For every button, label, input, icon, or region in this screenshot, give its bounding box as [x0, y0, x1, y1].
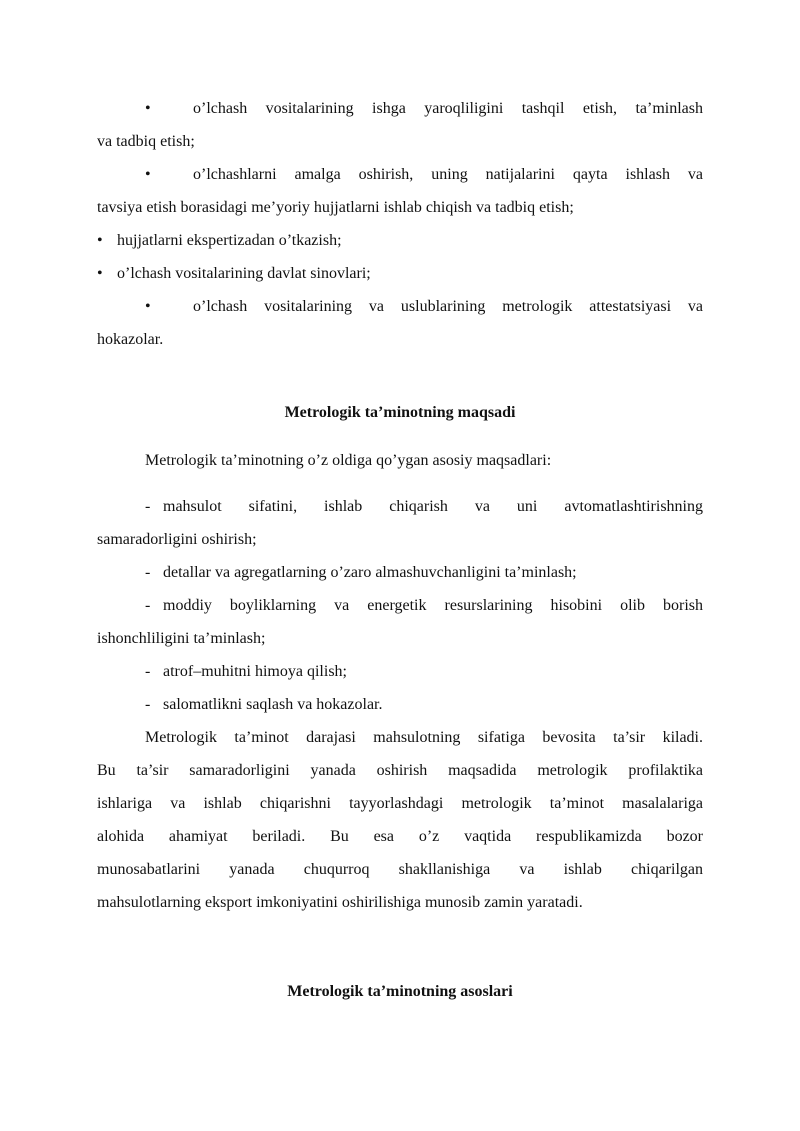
bullet: •	[145, 298, 151, 315]
paragraph-line: Bu ta’sir samaradorligini yanada oshirish maqsadida metrologik profilaktika	[97, 762, 703, 779]
dash-marker: -	[145, 663, 151, 680]
list-item	[97, 92, 703, 125]
goal-continuation: samaradorligini oshirish;	[97, 531, 257, 548]
goal-text: salomatlikni saqlash va hokazolar.	[163, 696, 383, 713]
bullet: •	[97, 265, 103, 282]
goal-text: mahsulot sifatini, ishlab chiqarish va uni avtomatlashtirishning	[163, 498, 703, 515]
list-item	[97, 290, 703, 323]
goal-continuation: ishonchliligini ta’minlash;	[97, 630, 266, 647]
paragraph-line: mahsulotlarning eksport imkoniyatini oshirilishiga munosib zamin yaratadi.	[97, 894, 583, 911]
goal-item	[145, 655, 703, 688]
dash-marker: -	[145, 597, 151, 614]
list-item-text: o’lchashlarni amalga oshirish, uning natijalarini qayta ishlash va	[193, 166, 703, 183]
dash-marker: -	[145, 498, 151, 515]
list-item	[97, 158, 703, 191]
bullet: •	[97, 232, 103, 249]
dash-marker: -	[145, 696, 151, 713]
goal-text: detallar va agregatlarning o’zaro almashuvchanligini ta’minlash;	[163, 564, 577, 581]
list-item-continuation: tavsiya etish borasidagi me’yoriy hujjatlarni ishlab chiqish va tadbiq etish;	[97, 199, 574, 216]
goal-item	[97, 490, 703, 523]
list-item-text: o’lchash vositalarining ishga yaroqliligini tashqil etish, ta’minlash	[193, 100, 703, 117]
list-item-text: hujjatlarni ekspertizadan o’tkazish;	[117, 232, 342, 249]
goal-text: moddiy boyliklarning va energetik resurslarining hisobini olib borish	[163, 597, 703, 614]
list-item-text: o’lchash vositalarining va uslublarining metrologik attestatsiyasi va	[193, 298, 703, 315]
paragraph-line: alohida ahamiyat beriladi. Bu esa o’z vaqtida respublikamizda bozor	[97, 828, 703, 845]
paragraph-text: Metrologik ta’minot darajasi mahsulotning sifatiga bevosita ta’sir kiladi.	[145, 729, 703, 746]
paragraph-line: munosabatlarini yanada chuqurroq shakllanishiga va ishlab chiqarilgan	[97, 861, 703, 878]
list-item-text: o’lchash vositalarining davlat sinovlari;	[117, 265, 371, 282]
section-heading: Metrologik ta’minotning maqsadi	[284, 404, 516, 421]
goal-item	[97, 589, 703, 622]
paragraph-line	[97, 721, 703, 754]
paragraph-line: ishlariga va ishlab chiqarishni tayyorlashdagi metrologik ta’minot masalalariga	[97, 795, 703, 812]
goal-text: atrof–muhitni himoya qilish;	[163, 663, 347, 680]
section-intro: Metrologik ta’minotning o’z oldiga qo’ygan asosiy maqsadlari:	[145, 452, 552, 469]
dash-marker: -	[145, 564, 151, 581]
section-heading: Metrologik ta’minotning asoslari	[287, 983, 513, 1000]
goal-item	[145, 556, 703, 589]
bullet: •	[145, 166, 151, 183]
list-item-continuation: hokazolar.	[97, 331, 164, 348]
list-item	[97, 224, 703, 257]
goal-item	[145, 688, 703, 721]
bullet: •	[145, 100, 151, 117]
list-item	[97, 257, 703, 290]
list-item-continuation: va tadbiq etish;	[97, 133, 195, 150]
